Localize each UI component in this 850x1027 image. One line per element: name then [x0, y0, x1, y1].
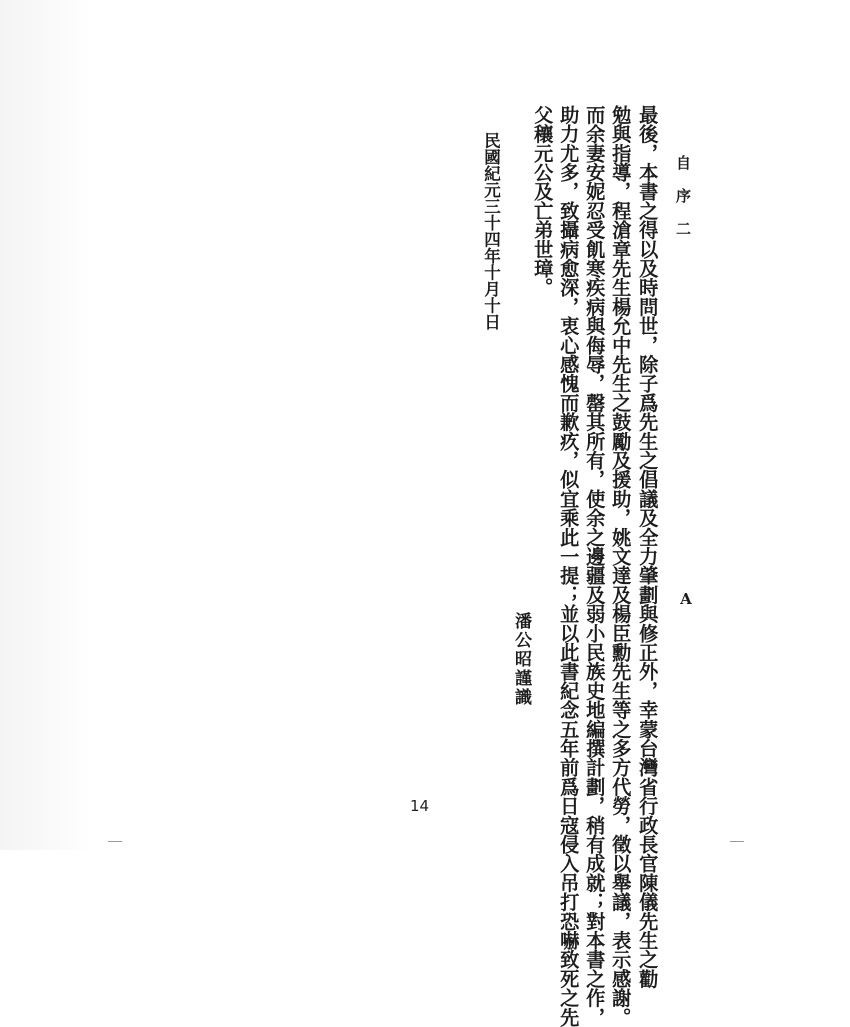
- signature-date: 民國紀元三十四年十月十日: [481, 132, 501, 330]
- body-column-5: 父穰元公及亡弟世璋。: [531, 105, 555, 297]
- body-column-4: 助力尤多，致攝病愈深，衷心感愧而歉疚，似宜乘此一提；並以此書紀念五年前爲日寇侵入吊打恐嚇致死之先: [557, 105, 581, 1027]
- crop-mark-right: [730, 841, 744, 842]
- crop-mark-left: [108, 841, 122, 842]
- page-number: 14: [410, 797, 430, 815]
- running-title: 自 序 二: [674, 155, 692, 236]
- right-margin-marker: A: [677, 590, 695, 608]
- body-column-2: 勉與指導，程滄章先生楊允中先生之鼓勵及援助，姚文達及楊臣勳先生等之多方代勞，徵以舉議，表示感謝。: [609, 105, 633, 1027]
- scan-shadow: [0, 0, 92, 850]
- author-signature: 潘公昭謹識: [511, 612, 531, 707]
- body-column-1: 最後，本書之得以及時問世，除子爲先生之倡議及全力肇劃與修正外，幸蒙台灣省行政長官陳儀先生之勸: [636, 105, 660, 989]
- body-column-3: 而余妻安妮忍受飢寒疾病與侮辱，罄其所有，使余之邊疆及弱小民族史地編撰計劃，稍有成就；對本書之作，: [583, 105, 607, 1027]
